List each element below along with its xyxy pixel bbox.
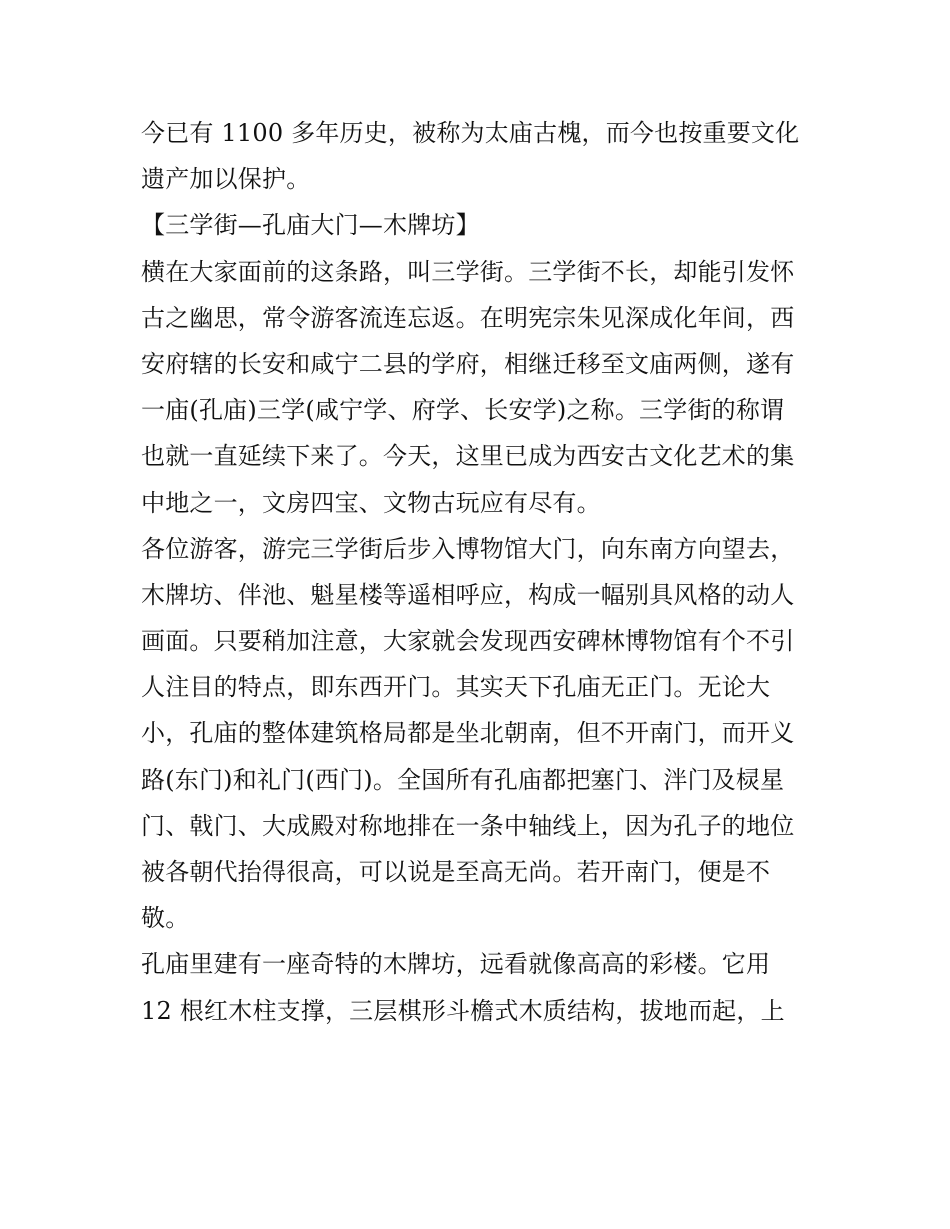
text-line-4: 横在大家面前的这条路，叫三学街。三学街不长，却能引发怀 (141, 257, 795, 286)
text-line-1: 今已有 1100 多年历史，被称为太庙古槐，而今也按重要文化 (141, 119, 800, 147)
text-line-9: 中地之一，文房四宝、文物古玩应有尽有。 (141, 488, 601, 517)
text-line-13: 人注目的特点，即东西开门。其实天下孔庙无正门。无论大 (141, 673, 771, 702)
text-line-8: 也就一直延续下来了。今天，这里已成为西安古文化艺术的集 (141, 442, 795, 471)
text-line-12: 画面。只要稍加注意，大家就会发现西安碑林博物馆有个不引 (141, 627, 795, 656)
text-line-5: 古之幽思，常令游客流连忘返。在明宪宗朱见深成化年间，西 (141, 303, 795, 332)
text-line-18: 敬。 (141, 904, 190, 933)
text-line-2: 遗产加以保护。 (141, 165, 311, 194)
section-heading: 【三学街—孔庙大门—木牌坊】 (141, 211, 480, 240)
text-line-15: 路(东门)和礼门(西门)。全国所有孔庙都把塞门、泮门及棂星 (141, 765, 785, 794)
text-line-19: 孔庙里建有一座奇特的木牌坊，远看就像高高的彩楼。它用 (141, 950, 771, 979)
text-line-17: 被各朝代抬得很高，可以说是至高无尚。若开南门，便是不 (141, 858, 771, 886)
text-line-6: 安府辖的长安和咸宁二县的学府，相继迁移至文庙两侧，遂有 (141, 349, 795, 378)
document-body (141, 110, 821, 1034)
text-line-11: 木牌坊、伴池、魁星楼等遥相呼应，构成一幅别具风格的动人 (141, 580, 795, 609)
text-line-10: 各位游客，游完三学街后步入博物馆大门，向东南方向望去， (141, 534, 795, 563)
text-line-16: 门、戟门、大成殿对称地排在一条中轴线上，因为孔子的地位 (141, 811, 795, 840)
text-line-7: 一庙(孔庙)三学(咸宁学、府学、长安学)之称。三学街的称谓 (141, 396, 785, 425)
text-line-14: 小，孔庙的整体建筑格局都是坐北朝南，但不开南门，而开义 (141, 719, 795, 748)
text-line-20: 12 根红木柱支撑，三层棋形斗檐式木质结构，拔地而起，上 (141, 996, 785, 1025)
